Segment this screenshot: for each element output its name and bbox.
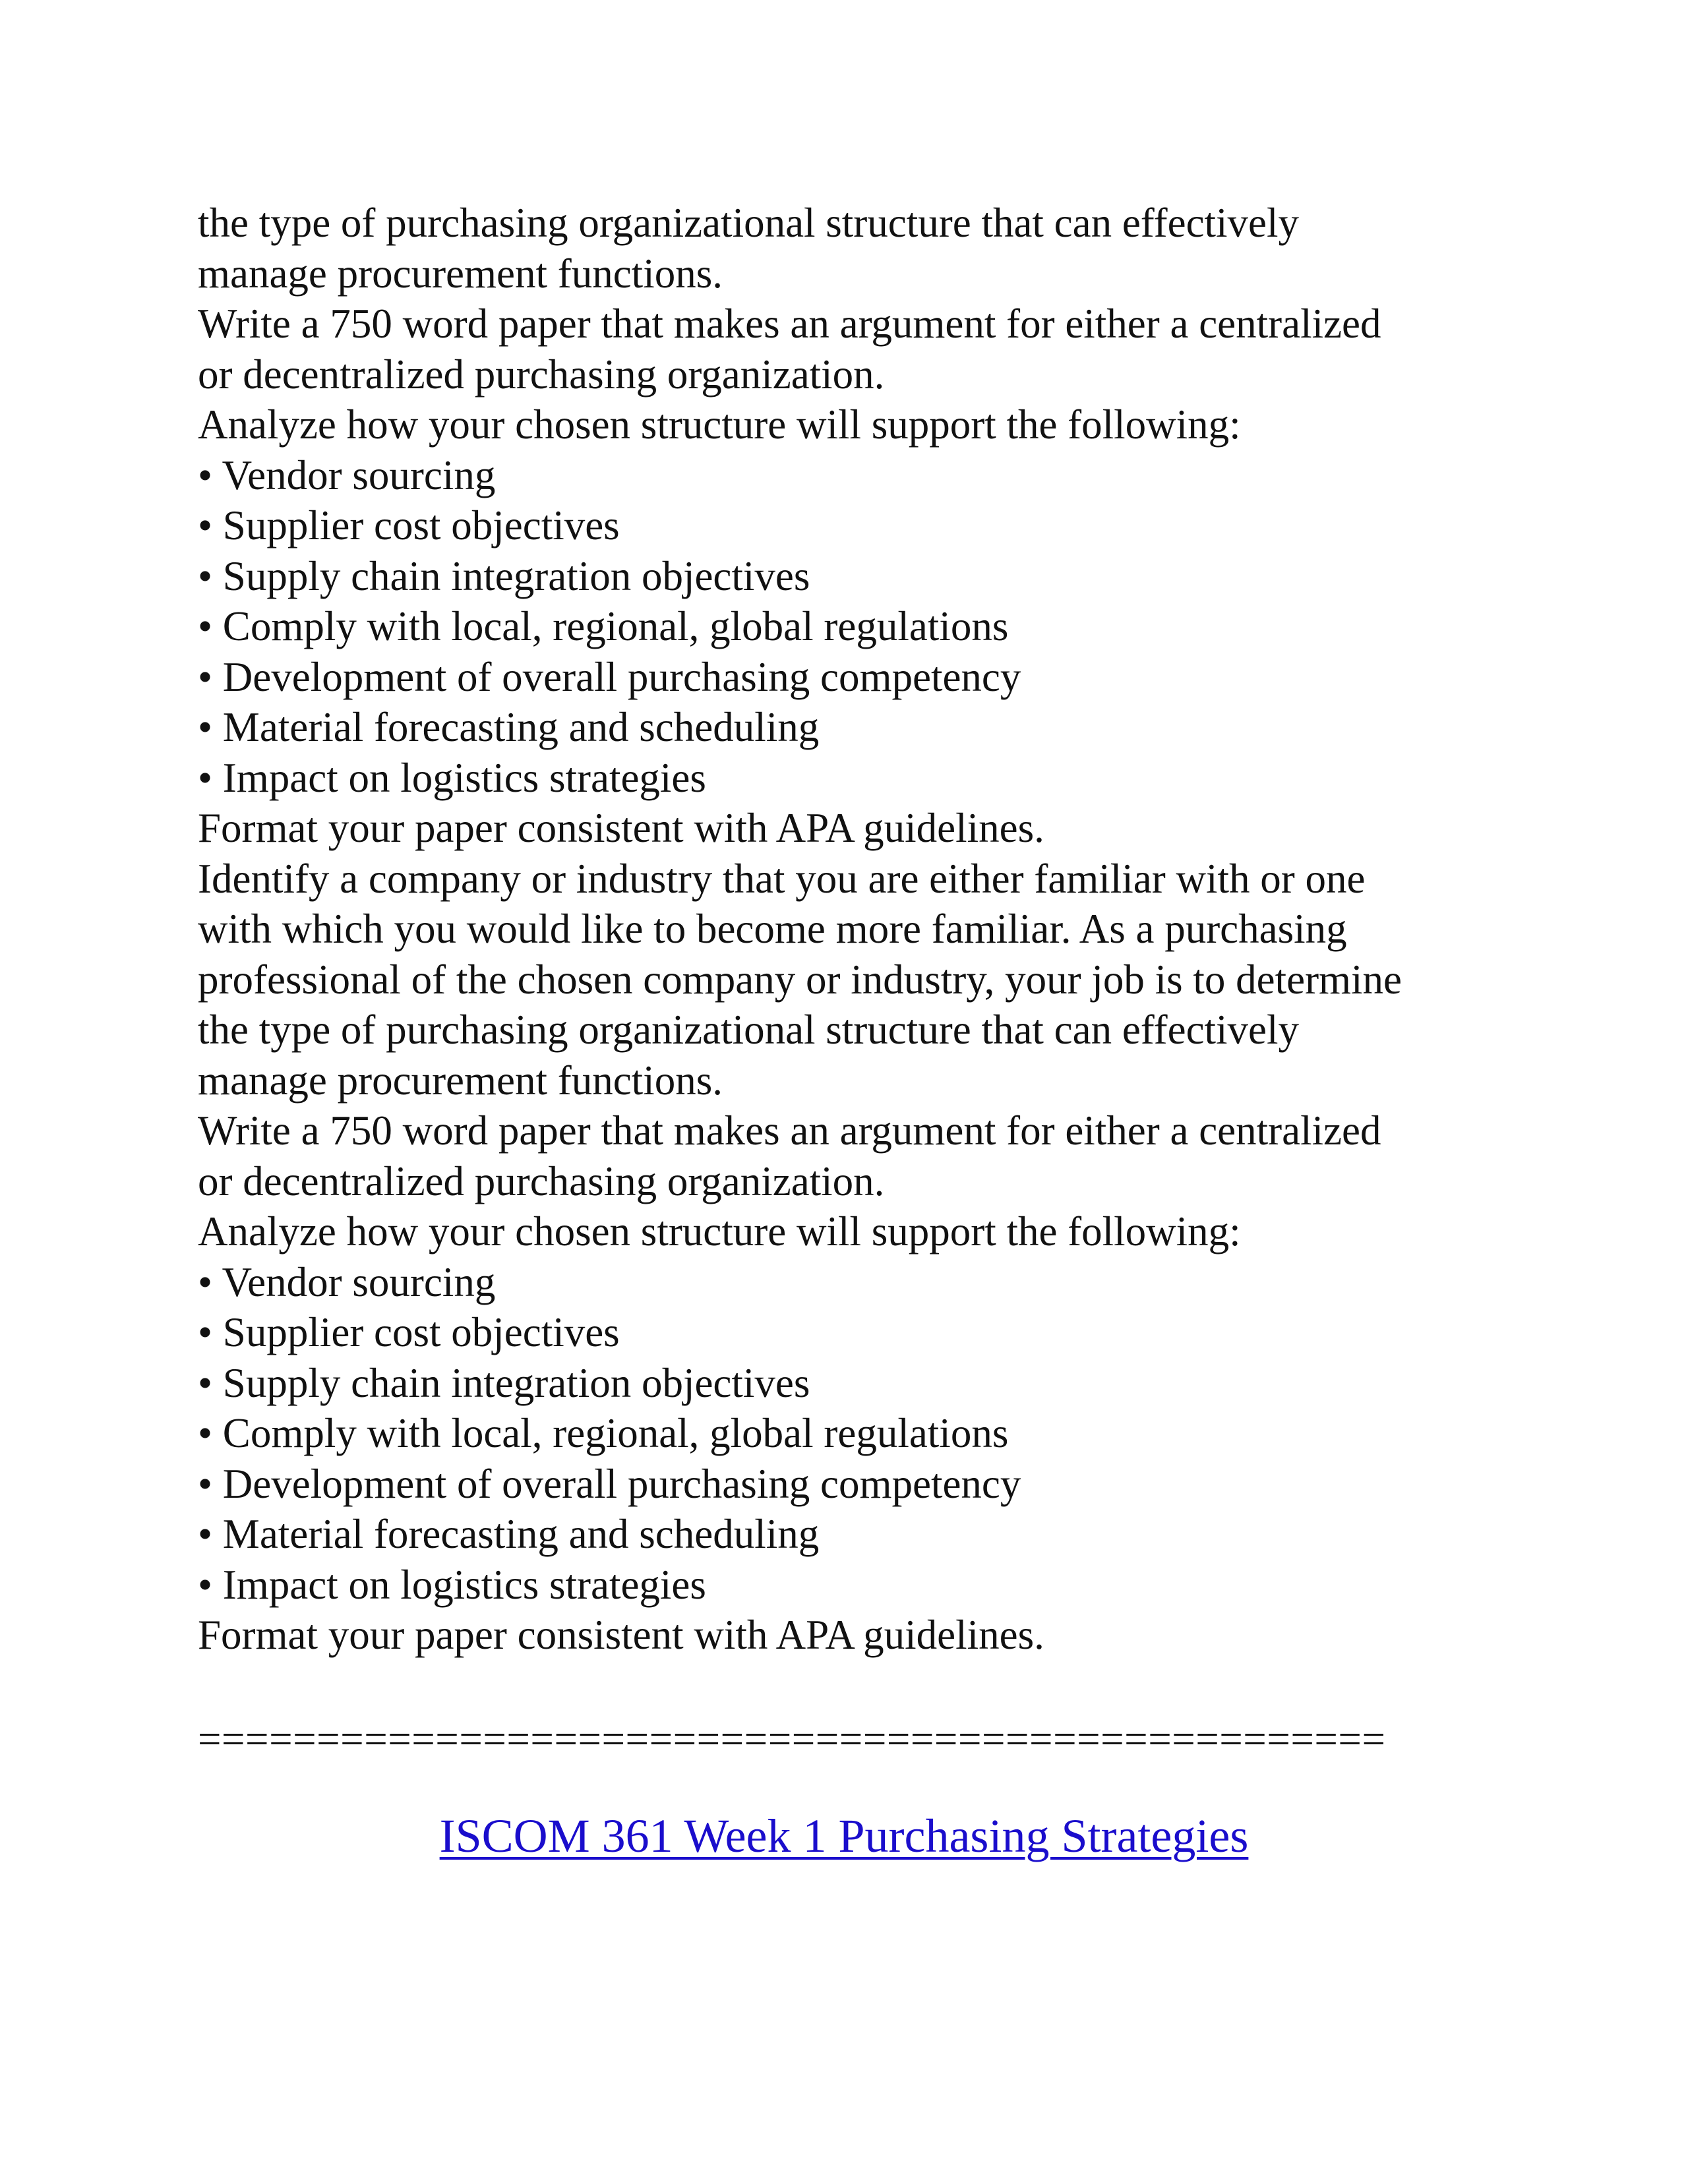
text-line: the type of purchasing organizational structure that can effectively — [198, 200, 1300, 246]
text-line: professional of the chosen company or industry, your job is to determine — [198, 956, 1402, 1003]
text-line: Write a 750 word paper that makes an argument for either a centralized — [198, 1107, 1381, 1154]
text-line: or decentralized purchasing organization. — [198, 1158, 885, 1204]
bullet-item: • Comply with local, regional, global regulations — [198, 1410, 1009, 1456]
bullet-item: • Impact on logistics strategies — [198, 1561, 706, 1608]
link-container — [0, 1806, 1688, 1866]
bullet-item: • Supplier cost objectives — [198, 1309, 620, 1355]
text-line: or decentralized purchasing organization. — [198, 351, 885, 398]
separator-line: ================================================== — [198, 1715, 1386, 1762]
text-line: Identify a company or industry that you are either familiar with or one — [198, 855, 1366, 902]
bullet-item: • Material forecasting and scheduling — [198, 704, 820, 750]
text-line: manage procurement functions. — [198, 250, 723, 297]
bullet-item: • Supply chain integration objectives — [198, 1359, 810, 1406]
text-line: Analyze how your chosen structure will support the following: — [198, 1208, 1241, 1254]
text-line: the type of purchasing organizational structure that can effectively — [198, 1007, 1300, 1053]
text-line: Format your paper consistent with APA guidelines. — [198, 805, 1044, 851]
bullet-item: • Supply chain integration objectives — [198, 552, 810, 599]
text-line: Format your paper consistent with APA guidelines. — [198, 1612, 1044, 1658]
document-body — [198, 198, 1517, 1764]
text-line: Analyze how your chosen structure will support the following: — [198, 401, 1241, 448]
bullet-item: • Development of overall purchasing competency — [198, 653, 1021, 700]
text-line: Write a 750 word paper that makes an argument for either a centralized — [198, 301, 1381, 347]
bullet-item: • Vendor sourcing — [198, 1258, 496, 1305]
bullet-item: • Vendor sourcing — [198, 452, 496, 498]
text-line: manage procurement functions. — [198, 1057, 723, 1104]
bullet-item: • Material forecasting and scheduling — [198, 1511, 820, 1557]
bullet-item: • Comply with local, regional, global regulations — [198, 603, 1009, 649]
course-link[interactable]: ISCOM 361 Week 1 Purchasing Strategies — [439, 1810, 1249, 1862]
text-line: with which you would like to become more familiar. As a purchasing — [198, 906, 1347, 952]
bullet-item: • Development of overall purchasing competency — [198, 1460, 1021, 1507]
bullet-item: • Supplier cost objectives — [198, 502, 620, 548]
bullet-item: • Impact on logistics strategies — [198, 754, 706, 801]
